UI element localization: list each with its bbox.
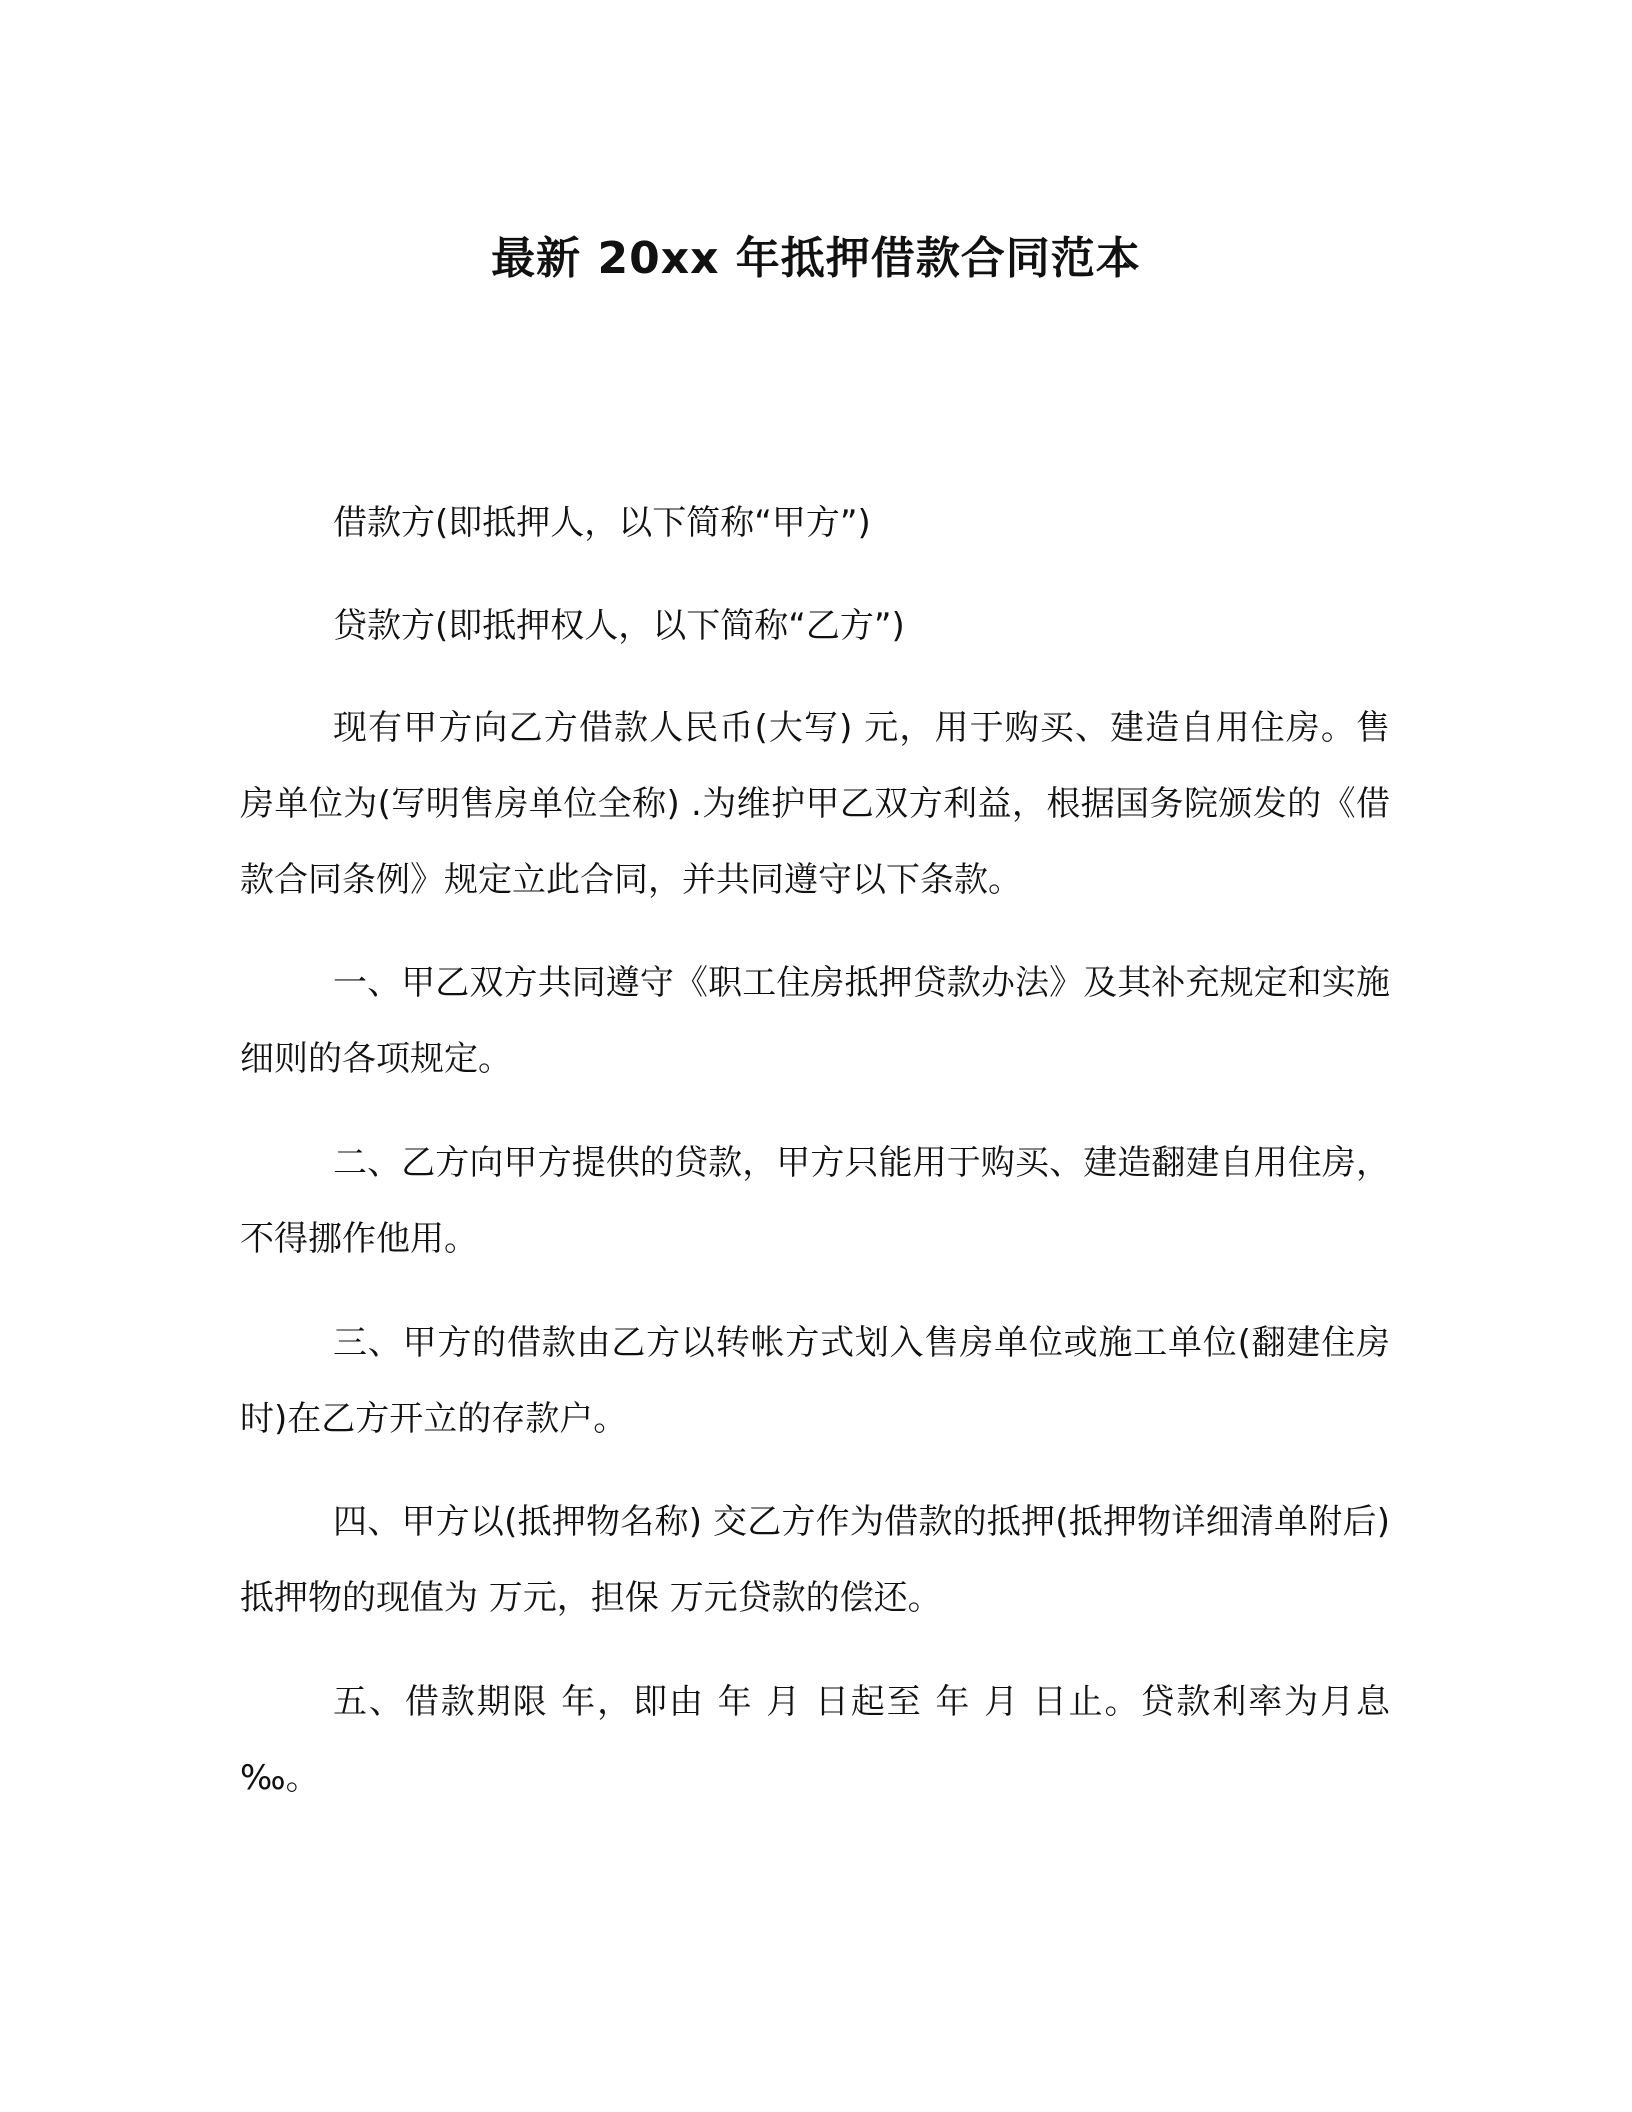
clause-4: 四、甲方以(抵押物名称) 交乙方作为借款的抵押(抵押物详细清单附后)抵押物的现值为 万元，担保 万元贷款的偿还。 [240, 1502, 1390, 1618]
borrower-party-line: 借款方(即抵押人，以下简称“甲方”) [333, 503, 871, 543]
clause-3: 三、甲方的借款由乙方以转帐方式划入售房单位或施工单位(翻建住房时)在乙方开立的存款户。 [240, 1323, 1390, 1439]
document-title: 最新 20xx 年抵押借款合同范本 [491, 233, 1141, 284]
clause-1: 一、甲乙双方共同遵守《职工住房抵押贷款办法》及其补充规定和实施细则的各项规定。 [240, 963, 1390, 1079]
clause-5: 五、借款期限 年，即由 年 月 日起至 年 月 日止。贷款利率为月息 ‰。 [240, 1682, 1390, 1798]
lender-party-line: 贷款方(即抵押权人，以下简称“乙方”) [333, 606, 905, 646]
clause-2: 二、乙方向甲方提供的贷款，甲方只能用于购买、建造翻建自用住房，不得挪作他用。 [240, 1143, 1390, 1259]
intro-paragraph: 现有甲方向乙方借款人民币(大写) 元，用于购买、建造自用住房。售房单位为(写明售房单位全称) .为维护甲乙双方利益，根据国务院颁发的《借款合同条例》规定立此合同，并共同遵守以下条款。 [240, 708, 1390, 900]
